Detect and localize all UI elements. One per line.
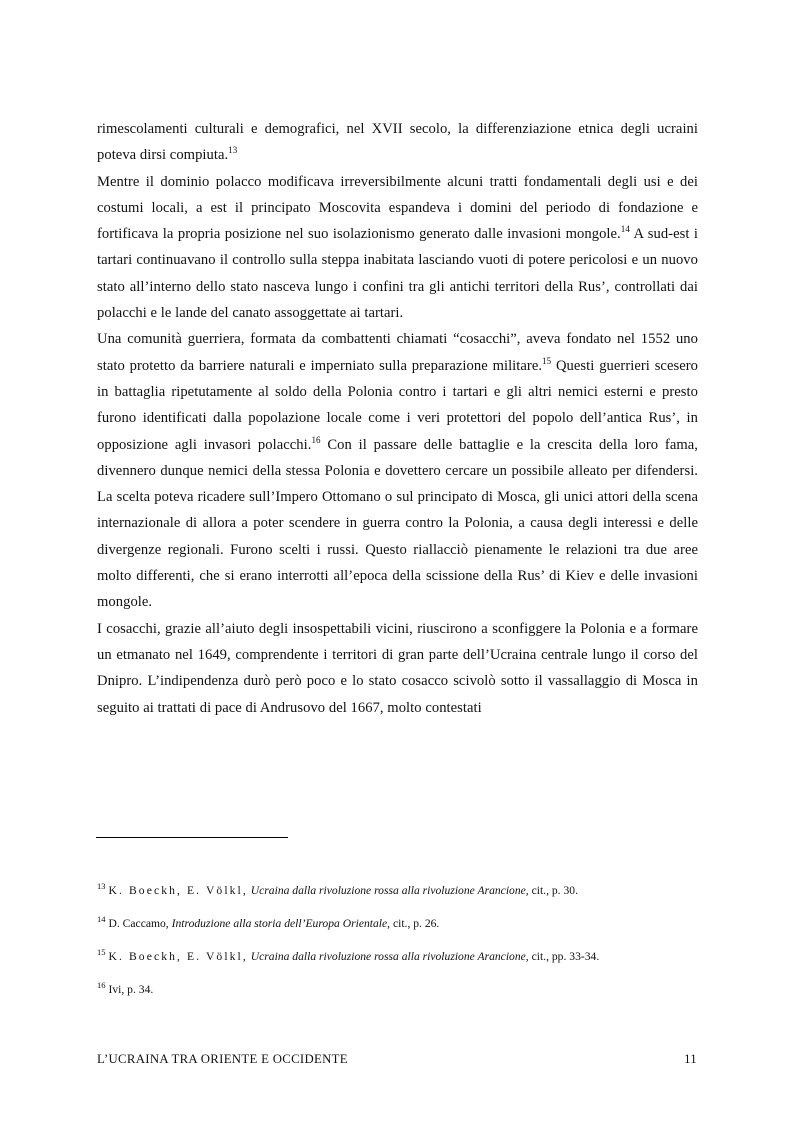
text-run: I cosacchi, grazie all’aiuto degli insospettabili vicini, riuscirono a sconfiggere la Polonia e a formare un etmanato nel 1649, comprendente i territori di gran parte dell’Ucraina centrale lungo il corso del Dnipro. L’indipendenza durò però poco e lo stato cosacco scivolò sotto il vassallaggio di Mosca in seguito ai trattati di pace di Andrusovo del 1667, molto contestati — [97, 620, 698, 716]
footnotes — [97, 883, 707, 1015]
paragraph — [97, 169, 698, 327]
footnote-number: 16 — [97, 980, 106, 991]
footnote-reference[interactable]: 16 — [311, 434, 321, 445]
text-run: Mentre il dominio polacco modificava irreversibilmente alcuni tratti fondamentali degli usi e dei costumi locali, a est il principato Moscovita espandeva i domini del periodo di fondazione e fortificava la propria posizione nel suo isolazionismo generato dalle invasioni mongole. — [97, 173, 698, 243]
running-title: L’UCRAINA TRA ORIENTE E OCCIDENTE — [97, 1052, 348, 1066]
paragraph — [97, 616, 698, 721]
footnote-citation: , cit., p. 30. — [525, 884, 578, 897]
footnote-title: Introduzione alla storia dell’Europa Orientale — [171, 917, 388, 930]
text-run: Con il passare delle battaglie e la crescita della loro fama, divennero dunque nemici della stessa Polonia e dovettero cercare un possibile alleato per difendersi. La scelta poteva ricadere sull’Impero Ottomano o sul principato di Mosca, gli unici attori della scena internazionale di allora a poter scendere in guerra contro la Polonia, a causa degli interessi e delle divergenze regionali. Furono scelti i russi. Questo riallacciò pienamente le relazioni tra due aree molto differenti, che si erano interrotti all’epoca della scissione della Rus’ di Kiev e delle invasioni mongole. — [97, 436, 698, 611]
text-run: Una comunità guerriera, formata da combattenti chiamati “cosacchi”, aveva fondato nel 1552 uno stato protetto da barriere naturali e imperniato sulla preparazione militare. — [97, 331, 698, 374]
footnote-title: Ucraina dalla rivoluzione rossa alla rivoluzione Arancione — [250, 884, 526, 897]
footnote-reference[interactable]: 13 — [228, 145, 238, 156]
footnote — [97, 916, 707, 932]
footnote-reference[interactable]: 14 — [620, 224, 630, 235]
footnote-number: 13 — [97, 881, 106, 892]
text-run: A sud-est i tartari continuavano il controllo sulla steppa inabitata lasciando vuoti di potere pericolosi e un nuovo stato all’interno dello stato nasceva lungo i confini tra gli antichi territori della Rus’, controllati dai polacchi e le lande del canato assoggettate ai tartari. — [97, 226, 698, 322]
footnote — [97, 949, 707, 965]
footnote-separator — [96, 837, 288, 838]
footnote-author: K. Boeckh, E. Völkl, — [108, 950, 248, 963]
paragraph — [97, 116, 698, 169]
footnote — [97, 982, 707, 998]
footnote-number: 15 — [97, 947, 106, 958]
footnote-citation: , cit., pp. 33-34. — [525, 950, 600, 963]
text-run: rimescolamenti culturali e demografici, nel XVII secolo, la differenziazione etnica degli ucraini poteva dirsi compiuta. — [97, 121, 698, 164]
footnote-title: Ucraina dalla rivoluzione rossa alla rivoluzione Arancione — [250, 950, 526, 963]
body-text — [97, 116, 698, 721]
paragraph — [97, 326, 698, 615]
footnote-author: K. Boeckh, E. Völkl, — [108, 884, 248, 897]
footnote-reference[interactable]: 15 — [542, 355, 552, 366]
footnote-citation: , cit., p. 26. — [387, 917, 440, 930]
footnote-author: D. Caccamo, — [108, 917, 169, 930]
footnote — [97, 883, 707, 899]
footnote-text: Ivi, p. 34. — [108, 983, 154, 996]
text-run: Questi guerrieri scesero in battaglia ripetutamente al soldo della Polonia contro i tartari e gli altri nemici esterni e presto furono identificati dalla popolazione locale come i veri protettori del popolo dell’antica Rus’, in opposizione agli invasori polacchi. — [97, 357, 698, 453]
footnote-number: 14 — [97, 914, 106, 925]
page-number: 11 — [684, 1052, 697, 1066]
